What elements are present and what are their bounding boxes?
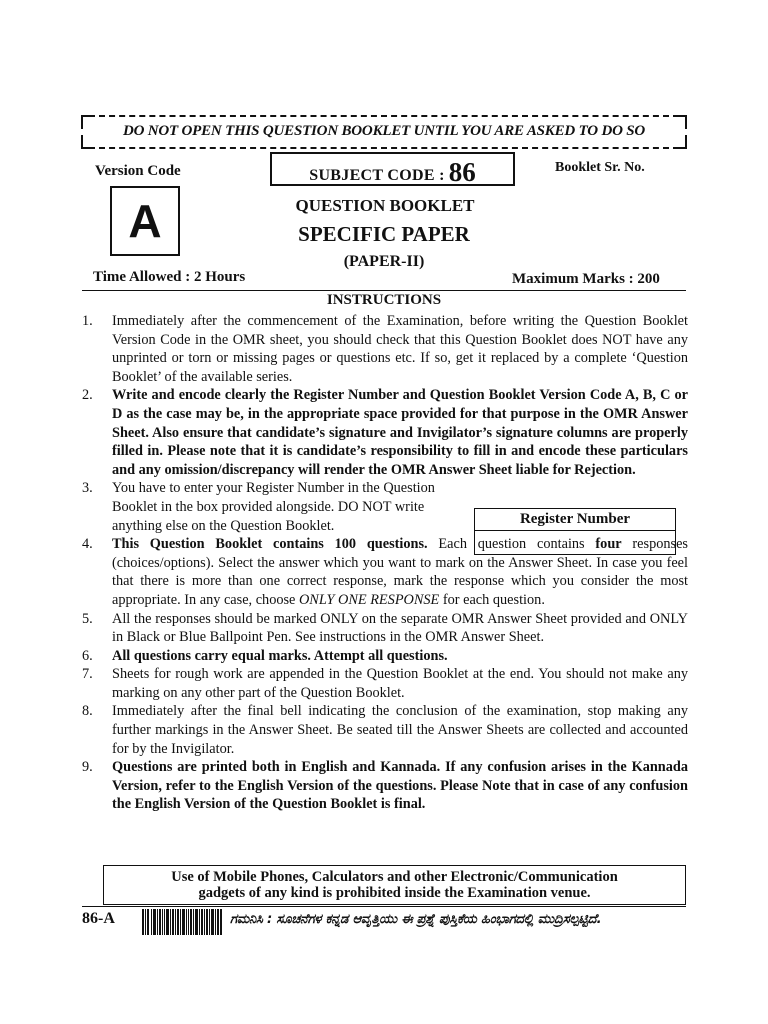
instruction-item [82, 758, 688, 814]
booklet-title: QUESTION BOOKLET [295, 196, 475, 215]
item-number: 6. [82, 647, 93, 664]
paper-number: (PAPER-II) [343, 253, 425, 270]
register-number-box [474, 508, 676, 555]
instruction-item [82, 610, 688, 647]
item-text: Write and encode clearly the Register Number and Question Booklet Version Code A, B, C or D as the case may be, in the appropriate space provided for that purpose in the OMR Answer Sheet. Also ensure that candidate’s signature and Invigilator’s signature columns are properly filled in. Please note that it is candidate’s responsibility to fill in and encode these particulars and any omission/discrepancy will render the OMR Answer Sheet liable for Rejection. [112, 387, 688, 478]
kannada-note: ಗಮನಿಸಿ : ಸೂಚನೆಗಳ ಕನ್ನಡ ಆವೃತ್ತಿಯು ಈ ಪ್ರಶ್ನೆ ಪುಸ್ತಿಕೆಯ ಹಿಂಭಾಗದಲ್ಲಿ ಮುದ್ರಿಸಲ್ಪಟ್ಟಿದೆ. [230, 912, 602, 927]
item-number: 2. [82, 387, 93, 404]
divider [82, 906, 686, 907]
item-text: Immediately after the commencement of the Examination, before writing the Question Booklet Version Code in the OMR sheet, you should check that this Question Booklet does NOT have any unprinted or torn or missing pages or questions etc. If so, get it replaced by a complete ‘Question Booklet’ of the available series. [112, 313, 688, 385]
item-number: 7. [82, 666, 93, 683]
time-allowed: Time Allowed : 2 Hours [93, 269, 246, 285]
instructions-title: INSTRUCTIONS [326, 292, 442, 308]
subject-code-box [270, 152, 515, 186]
version-code: A [128, 195, 162, 247]
prohibition-notice [103, 865, 686, 905]
warning-text: DO NOT OPEN THIS QUESTION BOOKLET UNTIL YOU ARE ASKED TO DO SO [122, 123, 646, 139]
booklet-code: 86-A [82, 910, 115, 927]
item-number: 3. [82, 480, 93, 497]
warning-banner [81, 115, 687, 149]
item-number: 5. [82, 610, 93, 627]
item-text: Questions are printed both in English and Kannada. If any confusion arises in the Kannada Version, refer to the English Version of the questions. Please Note that in case of any confusion the English Version of the Question Booklet is final. [112, 759, 688, 813]
item-text: You have to enter your Register Number in the Question Booklet in the box provided alongside. DO NOT write anything else on the Question Booklet. [112, 480, 435, 534]
booklet-serial-label: Booklet Sr. No. [555, 160, 645, 175]
notice-line: gadgets of any kind is prohibited inside the Examination venue. [198, 885, 591, 901]
maximum-marks: Maximum Marks : 200 [512, 271, 660, 287]
item-text-bold: four [595, 536, 622, 553]
item-number: 4. [82, 536, 93, 553]
version-code-label: Version Code [95, 163, 181, 179]
instruction-item [82, 386, 688, 479]
dashed-border [99, 147, 669, 149]
item-number: 1. [82, 313, 93, 329]
instruction-item [82, 647, 688, 666]
subject-code: 86 [448, 157, 476, 187]
item-text: Immediately after the final bell indicating the conclusion of the examination, stop making any further markings in the Answer Sheet. Be seated till the Answer Sheets are collected and accounted for by the Invigilator. [112, 703, 688, 757]
dashed-border [99, 115, 669, 117]
register-number-label: Register Number [475, 509, 675, 531]
notice-line: Use of Mobile Phones, Calculators and other Electronic/Communication [171, 869, 618, 885]
instruction-item [82, 665, 688, 702]
item-text: All the responses should be marked ONLY on the separate OMR Answer Sheet provided and ONLY in Black or Blue Ballpoint Pen. See instructions in the OMR Answer Sheet. [112, 610, 688, 646]
item-number: 9. [82, 759, 93, 776]
item-number: 8. [82, 703, 93, 720]
instruction-item [82, 702, 688, 758]
item-text: All questions carry equal marks. Attempt all questions. [112, 647, 448, 664]
subject-code-label: SUBJECT CODE : [309, 167, 445, 184]
instruction-item [82, 312, 688, 386]
item-text-part: for each question. [439, 591, 545, 608]
item-text-bold: This Question Booklet contains 100 questions. [112, 536, 428, 553]
instructions-list [82, 312, 688, 814]
item-text-italic: ONLY ONE RESPONSE [298, 591, 440, 608]
barcode-icon [142, 909, 222, 935]
item-text-part: responses (choices/options). Select the answer which you want to mark on the Answer Sheet. In case you feel that there is more than one correct response, mark the response which you consider the most appropriate. In any case, choose [112, 536, 688, 608]
divider [82, 290, 686, 291]
item-text: Sheets for rough work are appended in the Question Booklet at the end. You should not make any marking on any other part of the Question Booklet. [112, 666, 688, 701]
paper-title: SPECIFIC PAPER [298, 222, 470, 246]
item-text-part: Each question contains [427, 536, 596, 553]
